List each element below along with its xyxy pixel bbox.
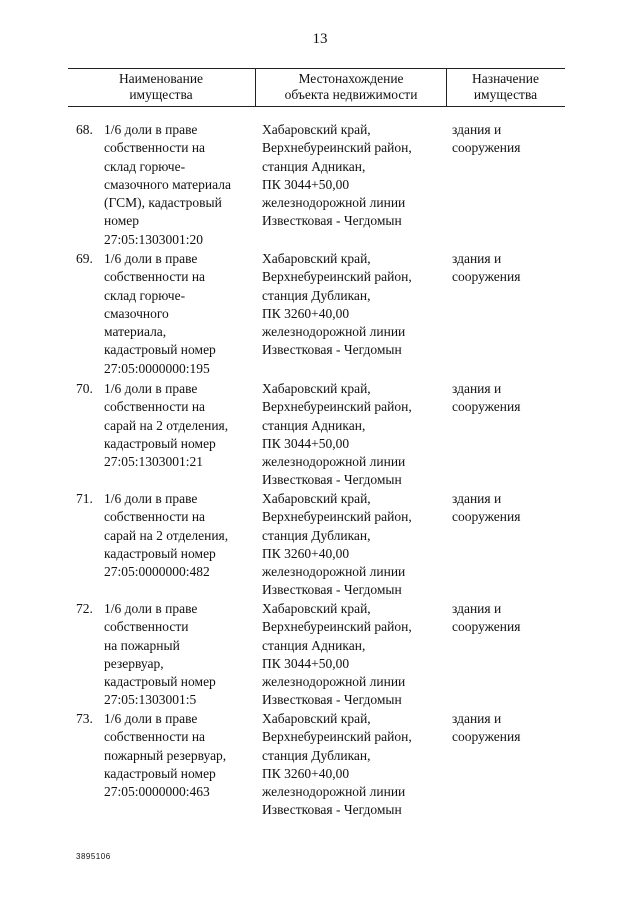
row-location-cell-line: Верхнебуреинский район, xyxy=(262,399,412,415)
row-purpose-cell xyxy=(452,600,562,637)
row-name-cell-line: сарай на 2 отделения, xyxy=(104,417,229,433)
header-name xyxy=(68,71,254,103)
row-name-cell-line: резервуар, xyxy=(104,655,164,671)
row-location-cell-line: Верхнебуреинский район, xyxy=(262,140,412,156)
row-name-cell-line: 27:05:0000000:463 xyxy=(104,784,210,800)
row-number: 71. xyxy=(76,491,93,506)
row-purpose-cell-line: сооружения xyxy=(452,269,521,285)
header-divider xyxy=(255,69,256,106)
row-name-cell xyxy=(104,380,254,471)
row-location-cell xyxy=(262,380,442,490)
row-name-cell-line: пожарный резервуар, xyxy=(104,747,227,763)
row-name-cell xyxy=(104,490,254,581)
header-location-line: объекта недвижимости xyxy=(284,87,418,102)
row-location-cell-line: станция Адникан, xyxy=(262,417,366,433)
row-name-cell-line: 27:05:1303001:5 xyxy=(104,692,197,708)
row-name-cell-line: кадастровый номер xyxy=(104,435,216,451)
row-purpose-cell xyxy=(452,121,562,158)
header-location-line: Местонахождение xyxy=(298,71,404,86)
row-name-cell-line: склад горюче- xyxy=(104,287,186,303)
row-purpose-cell-line: здания и xyxy=(452,711,502,726)
row-location-cell-line: железнодорожной линии xyxy=(262,324,406,340)
row-location-cell-line: железнодорожной линии xyxy=(262,195,406,211)
row-location-cell-line: ПК 3260+40,00 xyxy=(262,305,350,321)
row-name-cell-line: 1/6 доли в праве xyxy=(104,251,198,266)
row-number: 70. xyxy=(76,381,93,396)
row-number: 69. xyxy=(76,251,93,266)
row-name-cell-line: номер xyxy=(104,213,140,229)
row-location-cell-line: железнодорожной линии xyxy=(262,784,406,800)
row-location-cell-line: станция Дубликан, xyxy=(262,747,371,763)
row-purpose-cell-line: здания и xyxy=(452,122,502,137)
row-purpose-cell-line: сооружения xyxy=(452,509,521,525)
row-location-cell xyxy=(262,600,442,710)
row-purpose-cell-line: сооружения xyxy=(452,399,521,415)
row-purpose-cell-line: сооружения xyxy=(452,619,521,635)
row-name-cell-line: кадастровый номер xyxy=(104,342,216,358)
row-location-cell xyxy=(262,490,442,600)
row-purpose-cell xyxy=(452,710,562,747)
row-name-cell-line: 1/6 доли в праве xyxy=(104,122,198,137)
document-code: 3895106 xyxy=(76,852,111,861)
row-name-cell xyxy=(104,250,254,378)
row-name-cell-line: 27:05:1303001:21 xyxy=(104,454,204,470)
row-name-cell-line: собственности на xyxy=(104,509,206,525)
row-location-cell xyxy=(262,121,442,231)
row-name-cell-line: кадастровый номер xyxy=(104,674,216,690)
row-location-cell-line: станция Дубликан, xyxy=(262,527,371,543)
row-name-cell-line: на пожарный xyxy=(104,637,180,653)
header-purpose-line: имущества xyxy=(473,87,538,102)
header-name-line: Наименование xyxy=(118,71,204,86)
row-location-cell-line: железнодорожной линии xyxy=(262,674,406,690)
row-purpose-cell xyxy=(452,490,562,527)
row-location-cell-line: Хабаровский край, xyxy=(262,601,371,616)
row-name-cell-line: 1/6 доли в праве xyxy=(104,711,198,726)
table-header xyxy=(68,68,565,107)
row-name-cell-line: смазочного xyxy=(104,305,169,321)
row-name-cell-line: материала, xyxy=(104,324,167,340)
row-name-cell-line: собственности на xyxy=(104,269,206,285)
row-location-cell-line: Хабаровский край, xyxy=(262,251,371,266)
row-number: 72. xyxy=(76,601,93,616)
row-location-cell-line: Известковая - Чегдомын xyxy=(262,213,402,229)
row-number: 68. xyxy=(76,122,93,137)
row-location-cell-line: станция Адникан, xyxy=(262,158,366,174)
row-location-cell-line: ПК 3044+50,00 xyxy=(262,655,350,671)
row-name-cell-line: собственности на xyxy=(104,729,206,745)
row-purpose-cell xyxy=(452,250,562,287)
row-location-cell-line: Известковая - Чегдомын xyxy=(262,342,402,358)
row-purpose-cell-line: здания и xyxy=(452,601,502,616)
row-location-cell-line: Верхнебуреинский район, xyxy=(262,269,412,285)
row-location-cell-line: Верхнебуреинский район, xyxy=(262,509,412,525)
row-purpose-cell-line: здания и xyxy=(452,491,502,506)
row-location-cell-line: Хабаровский край, xyxy=(262,122,371,137)
header-purpose xyxy=(446,71,565,103)
row-name-cell-line: собственности на xyxy=(104,399,206,415)
row-purpose-cell-line: сооружения xyxy=(452,729,521,745)
row-name-cell xyxy=(104,710,254,801)
row-name-cell-line: смазочного материала xyxy=(104,176,231,192)
row-location-cell xyxy=(262,250,442,360)
row-location-cell-line: Известковая - Чегдомын xyxy=(262,692,402,708)
row-name-cell xyxy=(104,121,254,249)
row-name-cell-line: 27:05:1303001:20 xyxy=(104,231,204,247)
row-number: 73. xyxy=(76,711,93,726)
row-purpose-cell-line: здания и xyxy=(452,251,502,266)
row-location-cell-line: железнодорожной линии xyxy=(262,564,406,580)
row-purpose-cell-line: сооружения xyxy=(452,140,521,156)
header-purpose-line: Назначение xyxy=(472,71,539,86)
row-location-cell-line: станция Дубликан, xyxy=(262,287,371,303)
row-name-cell-line: сарай на 2 отделения, xyxy=(104,527,229,543)
row-name-cell-line: собственности xyxy=(104,619,189,635)
row-location-cell-line: ПК 3044+50,00 xyxy=(262,435,350,451)
row-name-cell-line: 1/6 доли в праве xyxy=(104,381,198,396)
row-name-cell-line: 27:05:0000000:195 xyxy=(104,360,210,376)
row-location-cell-line: ПК 3260+40,00 xyxy=(262,765,350,781)
row-location-cell-line: Верхнебуреинский район, xyxy=(262,619,412,635)
row-location-cell-line: Хабаровский край, xyxy=(262,711,371,726)
header-name-line: имущества xyxy=(129,87,193,102)
row-name-cell-line: 1/6 доли в праве xyxy=(104,601,198,616)
row-location-cell-line: Известковая - Чегдомын xyxy=(262,802,402,818)
row-name-cell-line: (ГСМ), кадастровый xyxy=(104,195,222,211)
row-location-cell-line: ПК 3260+40,00 xyxy=(262,545,350,561)
page-number: 13 xyxy=(312,31,328,47)
row-name-cell-line: собственности на xyxy=(104,140,206,156)
row-location-cell-line: Хабаровский край, xyxy=(262,381,371,396)
row-location-cell-line: железнодорожной линии xyxy=(262,454,406,470)
row-location-cell-line: Известковая - Чегдомын xyxy=(262,582,402,598)
row-name-cell-line: кадастровый номер xyxy=(104,765,216,781)
row-location-cell-line: ПК 3044+50,00 xyxy=(262,176,350,192)
row-name-cell-line: 1/6 доли в праве xyxy=(104,491,198,506)
row-purpose-cell xyxy=(452,380,562,417)
row-name-cell-line: склад горюче- xyxy=(104,158,186,174)
row-location-cell-line: Известковая - Чегдомын xyxy=(262,472,402,488)
row-name-cell xyxy=(104,600,254,710)
row-name-cell-line: кадастровый номер xyxy=(104,545,216,561)
row-name-cell-line: 27:05:0000000:482 xyxy=(104,564,210,580)
row-location-cell-line: станция Адникан, xyxy=(262,637,366,653)
row-location-cell-line: Хабаровский край, xyxy=(262,491,371,506)
row-purpose-cell-line: здания и xyxy=(452,381,502,396)
header-location xyxy=(258,71,444,103)
row-location-cell xyxy=(262,710,442,820)
row-location-cell-line: Верхнебуреинский район, xyxy=(262,729,412,745)
